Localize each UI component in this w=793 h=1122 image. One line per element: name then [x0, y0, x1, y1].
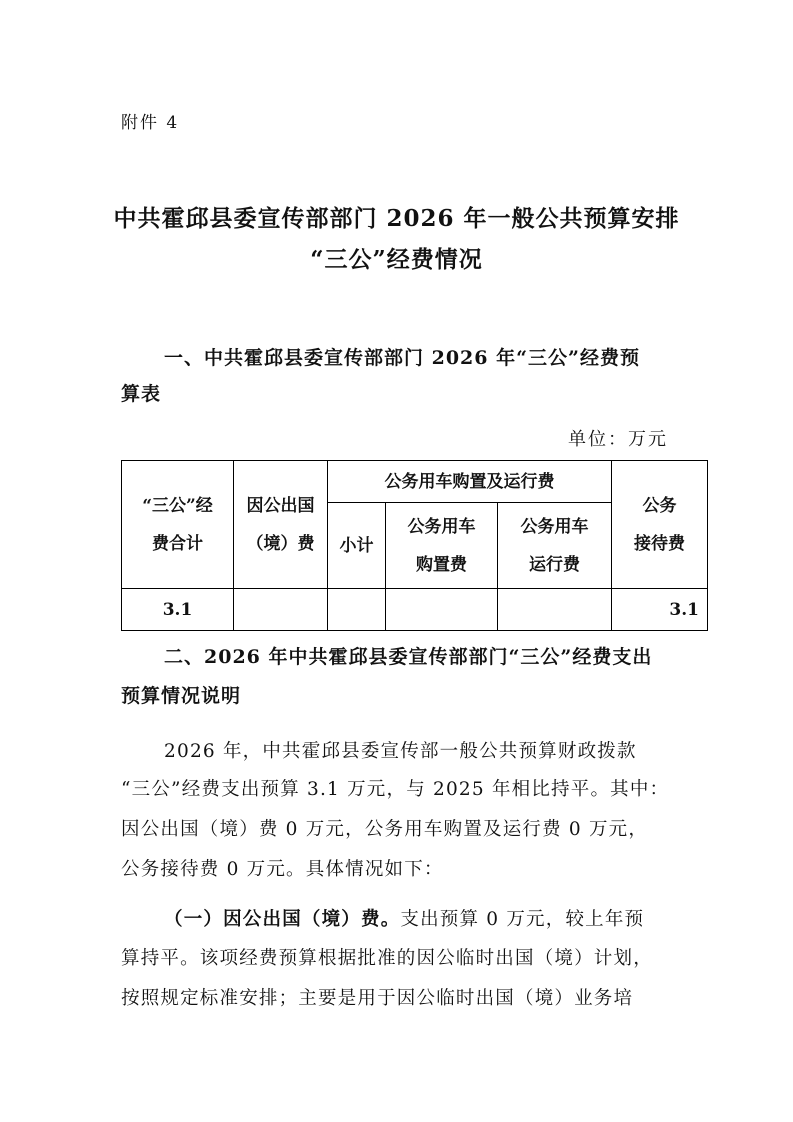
paragraph2-lead: （一）因公出国（境）费。 — [164, 909, 401, 930]
three-public-budget-table — [121, 460, 708, 631]
cell-purchase — [386, 589, 498, 631]
cell-subtotal — [328, 589, 386, 631]
header-vehicle-group: 公务用车购置及运行费 — [328, 461, 612, 503]
cell-reception: 3.1 — [612, 589, 708, 631]
header-total-line1: “三公”经 — [142, 495, 213, 516]
attachment-label: 附件 4 — [121, 113, 180, 133]
header-operation-line2: 运行费 — [529, 554, 580, 575]
cell-operation — [498, 589, 612, 631]
header-travel-line2: （境）费 — [246, 533, 315, 554]
paragraph1-line2: “三公”经费支出预算 3.1 万元，与 2025 年相比持平。其中： — [121, 779, 670, 800]
header-subtotal: 小计 — [328, 503, 386, 589]
document-title-line2: “三公”经费情况 — [310, 246, 483, 273]
header-purchase — [386, 503, 498, 589]
header-travel-line1: 因公出国 — [246, 495, 315, 516]
section1-heading-line1: 一、中共霍邱县委宣传部部门 2026 年“三公”经费预 — [164, 347, 640, 369]
paragraph2-line1 — [164, 905, 736, 931]
section2-heading-line2: 预算情况说明 — [121, 685, 242, 707]
paragraph2-line2: 算持平。该项经费预算根据批准的因公临时出国（境）计划， — [121, 948, 653, 969]
paragraph1-line1: 2026 年，中共霍邱县委宣传部一般公共预算财政拨款 — [164, 741, 637, 762]
header-reception-line1: 公务 — [642, 495, 677, 516]
header-operation-line1: 公务用车 — [520, 516, 589, 537]
document-title-line1: 中共霍邱县委宣传部部门 2026 年一般公共预算安排 — [113, 205, 680, 232]
header-purchase-line1: 公务用车 — [407, 516, 476, 537]
cell-total: 3.1 — [122, 589, 234, 631]
section2-heading-line1: 二、2026 年中共霍邱县委宣传部部门“三公”经费支出 — [164, 646, 653, 668]
header-purchase-line2: 购置费 — [416, 554, 467, 575]
section1-heading-line2: 算表 — [121, 383, 162, 405]
cell-travel — [234, 589, 328, 631]
header-reception-line2: 接待费 — [634, 533, 685, 554]
header-reception — [612, 461, 708, 589]
header-travel — [234, 461, 328, 589]
paragraph2-line1-rest: 支出预算 0 万元，较上年预 — [400, 909, 645, 930]
header-operation — [498, 503, 612, 589]
paragraph1-line4: 公务接待费 0 万元。具体情况如下： — [121, 859, 444, 880]
unit-label: 单位：万元 — [568, 429, 668, 450]
paragraph2-line3: 按照规定标准安排；主要是用于因公临时出国（境）业务培 — [121, 988, 634, 1009]
header-total — [122, 461, 234, 589]
paragraph1-line3: 因公出国（境）费 0 万元，公务用车购置及运行费 0 万元， — [121, 819, 649, 840]
header-total-line2: 费合计 — [152, 533, 203, 554]
